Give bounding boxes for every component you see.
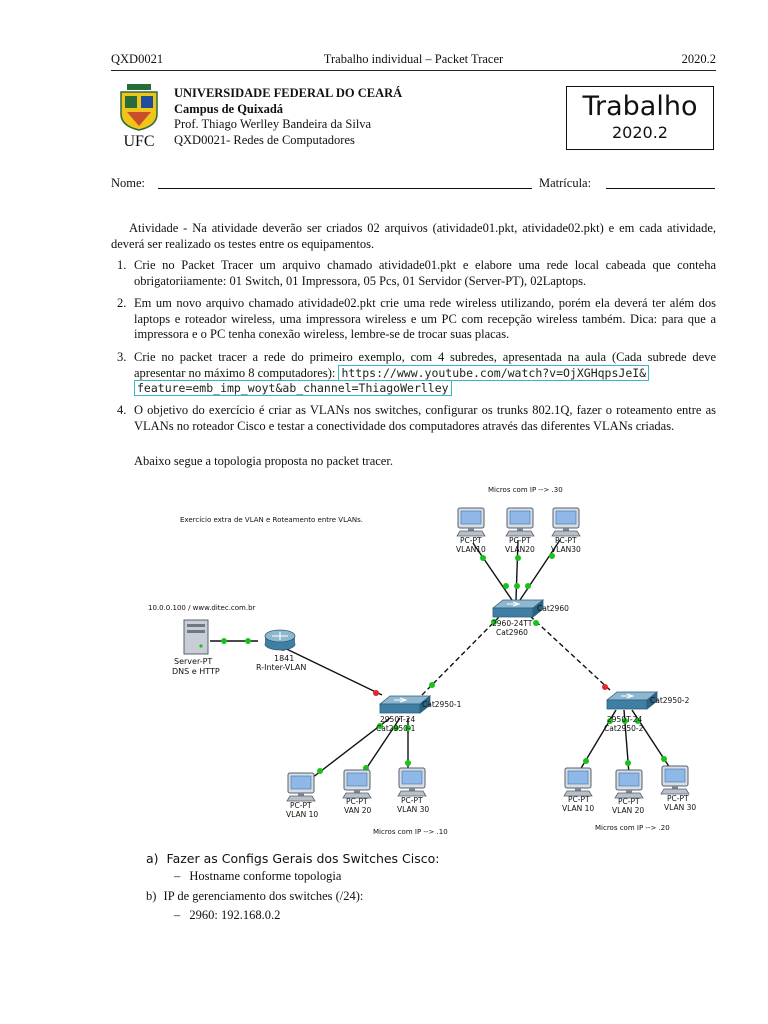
subitem-label: b) [146,889,157,903]
svg-text:VLAN20: VLAN20 [505,545,535,554]
pc-top-3 [552,508,580,536]
title-box-title: Trabalho [582,91,698,122]
left-switch-label-2: Cat2950-1 [376,724,416,733]
running-header [111,52,716,70]
svg-text:PC-PT: PC-PT [401,796,423,805]
title-box-semester: 2020.2 [612,123,668,142]
svg-text:PC-PT: PC-PT [555,536,577,545]
svg-text:VLAN 10: VLAN 10 [562,804,595,813]
dash-icon: – [174,908,181,922]
matricula-label: Matrícula: [539,176,592,190]
core-switch-label-2: Cat2960 [496,628,528,637]
link-core-right [530,616,610,690]
pc-left-2 [343,770,371,798]
left-group-label: Micros com IP --> .10 [373,828,448,836]
subitem-b [146,889,363,905]
svg-text:VLAN 20: VLAN 20 [612,806,645,815]
pc-right-1 [564,768,592,796]
item-text: Em um novo arquivo chamado atividade02.pkt crie uma rede wireless utilizando, porém ela deverá ter além dos laptops e roteador wireless, uma impressora wireless e um PC com recepção wireless também. Dica: para que a impressora e o PC tenha conexão wireless, lembre-se de trocar suas placas. [134,296,716,341]
svg-text:VLAN 30: VLAN 30 [664,803,697,812]
subitem-a [146,851,440,867]
title-box [566,86,714,150]
svg-text:VLAN10: VLAN10 [456,545,486,554]
router [265,630,295,650]
server-label-2: DNS e HTTP [172,667,220,676]
right-group-label: Micros com IP --> .20 [595,824,670,832]
header-rule [111,70,716,71]
subitem-text: IP de gerenciamento dos switches (/24): [163,889,364,903]
header-course-code: QXD0021 [111,52,164,66]
svg-text:VAN 20: VAN 20 [344,806,372,815]
subitem-label: a) [146,851,159,866]
server-label-1: Server-PT [174,657,213,666]
item-number: 4. [117,403,127,417]
item-number: 2. [117,296,127,310]
svg-text:PC-PT: PC-PT [618,797,640,806]
pc-top-1 [457,508,485,536]
subitem-text: Fazer as Configs Gerais dos Switches Cisco: [166,851,440,866]
university-name: UNIVERSIDADE FEDERAL DO CEARÁ [174,86,403,100]
pc-left-3 [398,768,426,796]
campus-name: Campus de Quixadá [174,101,284,116]
item-3-text: Crie no packet tracer a rede do primeiro exemplo, com 4 subredes, apresentada na aula (Cada subrede deve apresentar no máximo 8 computadores): [134,350,716,380]
left-switch-tag: Cat2950-1 [422,700,462,709]
subitem-a-bullet: – Hostname conforme topologia [174,869,342,883]
topology-caption: Exercício extra de VLAN e Roteamento entre VLANs. [180,516,364,524]
core-switch-label-1: 2960-24TT [492,619,533,628]
server-ip-label: 10.0.0.100 / www.ditec.com.br [148,604,256,612]
svg-text:PC-PT: PC-PT [667,794,689,803]
youtube-link-part1[interactable]: https://www.youtube.com/watch?v=OjXGHqpsJeI& [338,365,649,381]
core-switch-tag: Cat2960 [537,604,569,613]
item-text: O objetivo do exercício é criar as VLANs nos switches, configurar os trunks 802.1Q, fazer o roteamento entre as VLANs no roteador Cisco e testar a conectividade dos computadores através das diferentes VLANs criadas. [134,403,716,433]
logo-text: UFC [123,133,155,150]
course-name: QXD0021- Redes de Computadores [174,132,355,147]
item-number: 3. [117,350,127,364]
name-label: Nome: [111,176,146,190]
ufc-logo [117,84,161,150]
server [184,620,208,654]
topology-diagram [140,478,720,840]
header-semester: 2020.2 [681,52,716,66]
name-field-line[interactable] [158,188,532,189]
svg-text:PC-PT: PC-PT [460,536,482,545]
core-switch [493,600,543,617]
pc-top-2 [506,508,534,536]
topology-intro: Abaixo segue a topologia proposta no packet tracer. [134,454,393,468]
professor-name: Prof. Thiago Werlley Bandeira da Silva [174,117,372,131]
institution-block [174,86,402,148]
matricula-field-line[interactable] [606,188,715,189]
dash-icon: – [174,869,181,883]
header-title: Trabalho individual – Packet Tracer [323,52,504,66]
subitem-b-bullet: – 2960: 192.168.0.2 [174,908,281,922]
router-label-1: 1841 [274,654,295,663]
intro-paragraph: Atividade - Na atividade deverão ser criados 02 arquivos (atividade01.pkt, atividade02.pkt) e em cada atividade, deverá ser realizado os testes entre os equipamentos. [111,221,716,251]
left-switch-label-1: 2950T-24 [380,715,416,724]
right-switch-label-2: Cat2950-2 [604,724,644,733]
router-label-2: R-Inter-VLAN [256,663,307,672]
svg-text:VLAN 30: VLAN 30 [397,805,430,814]
pc-right-3 [661,766,689,794]
svg-text:PC-PT: PC-PT [509,536,531,545]
item-number: 1. [117,258,127,272]
top-group-label: Micros com IP --> .30 [488,486,563,494]
svg-text:PC-PT: PC-PT [568,795,590,804]
youtube-link-part2[interactable]: feature=emb_imp_woyt&ab_channel=ThiagoWerlley [134,380,452,396]
pc-left-1 [287,773,315,801]
item-text: Crie no Packet Tracer um arquivo chamado atividade01.pkt e elabore uma rede local cabeada que conteha obrigatoriiamente: 01 Switch, 01 Impressora, 05 Pcs, 01 Servidor (Server-PT), 02Laptops. [134,258,716,288]
item-text [134,350,716,397]
right-switch-label-1: 2950T-24 [607,715,643,724]
right-switch-tag: Cat2950-2 [650,696,690,705]
svg-text:PC-PT: PC-PT [346,797,368,806]
svg-text:VLAN 10: VLAN 10 [286,810,319,819]
svg-text:PC-PT: PC-PT [290,801,312,810]
pc-right-2 [615,770,643,798]
svg-text:VLAN30: VLAN30 [551,545,581,554]
